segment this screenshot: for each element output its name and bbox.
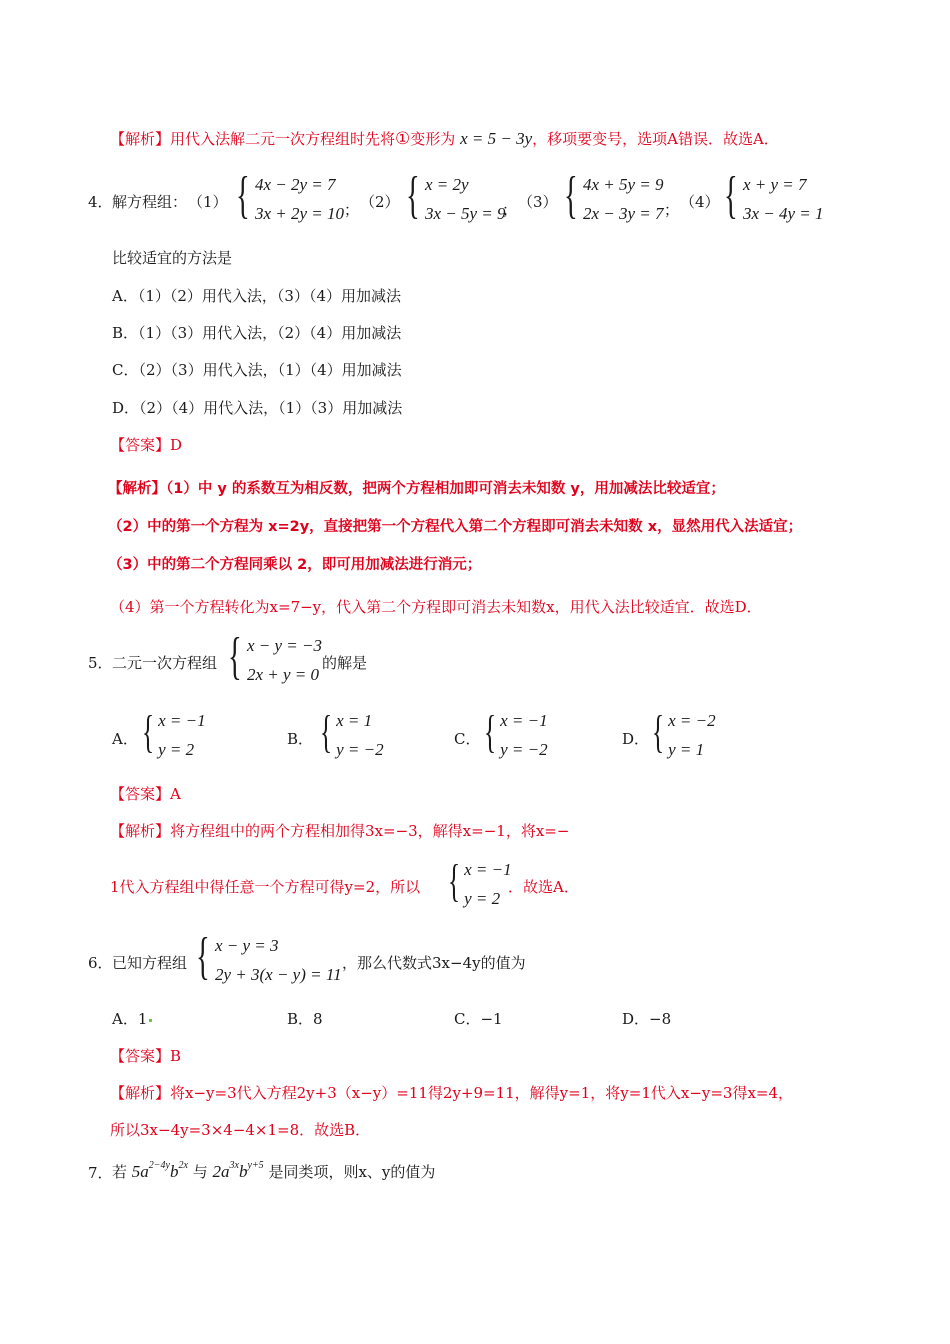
q5-stem2: 的解是 [322,654,368,672]
brace: { [320,706,333,757]
q5-option-b: { x = 1 y = −2 [320,706,384,759]
q4-analysis-3: （3）中的第二个方程同乘以 2，即可用加减法进行消元； [108,557,482,573]
q4-sys-label-2: （2） [360,193,400,211]
q6-analysis-2: 所以3x−4y=3×4−4×1=8．故选B． [110,1121,371,1139]
q4-sys-label-1: （1） [188,193,228,211]
q4-system-3: { 4x + 5y = 9 2x − 3y = 7 [564,167,664,224]
q4-separator-1: ； [344,201,360,219]
q4-system-1: { 4x − 2y = 7 3x + 2y = 10 [236,167,345,224]
q5-option-d-label: D． [622,730,650,748]
q6-system: { x − y = 3 2y + 3(x − y) = 11 [196,928,342,985]
q5-analysis-2a: 1代入方程组中得任意一个方程可得y=2，所以 [110,878,421,896]
q4-separator-3: ； [664,201,680,219]
brace: { [724,167,738,224]
q4-answer: 【答案】D [110,436,183,454]
brace: { [142,706,155,757]
q6-stem1: 已知方程组 [112,954,188,972]
q7-term2: $2a^{3x}b^{y+5}$ [212,1160,264,1181]
q4-stem: 解方程组： [112,193,188,211]
q4-number: 4． [88,193,113,211]
q6-stem2: ，那么代数式3x−4y的值为 [342,954,526,972]
q5-option-a-label: A． [112,730,138,748]
q5-option-b-label: B． [287,730,314,748]
q4-option-a: A．（1）（2）用代入法，（3）（4）用加减法 [112,287,402,305]
q4-system-2: { x = 2y 3x − 5y = 9 [406,167,506,224]
q5-analysis-2b: ．故选A． [508,878,579,896]
q4-sys-label-4: （4） [680,193,720,211]
q5-stem1: 二元一次方程组 [112,654,218,672]
q4-option-c: C．（2）（3）用代入法，（1）（4）用加减法 [112,361,402,379]
q5-analysis-1: 【解析】将方程组中的两个方程相加得3x=−3，解得x=−1，将x=− [110,822,570,840]
q5-option-d: { x = −2 y = 1 [652,706,716,759]
q5-system: { x − y = −3 2x + y = 0 [228,628,322,685]
q3-analysis: 【解析】用代入法解二元一次方程组时先将①变形为 x = 5 − 3y，移项要变号，选项A错误．故选A． [110,129,779,149]
q6-option-d: D．−8 [622,1010,672,1028]
q6-option-c: C．−1 [454,1010,503,1028]
q4-separator-2: ； [502,201,518,219]
q4-analysis-1: 【解析】（1）中 y 的系数互为相反数，把两个方程相加即可消去未知数 y，用加减法比较适宜； [108,481,725,497]
q7-stem: 若 $5a^{2-4y}b^{2x}$ 与 $2a^{3x}b^{y+5}$ 是同类项，则x、y的值为 [112,1160,436,1181]
brace: { [564,167,578,224]
q6-option-b: B．8 [287,1010,323,1028]
green-dot [149,1019,152,1022]
q4-system-4: { x + y = 7 3x − 4y = 1 [724,167,824,224]
q4-sys-label-3: （3） [518,193,558,211]
brace: { [406,167,420,224]
brace: { [448,855,461,906]
q5-answer: 【答案】A [110,785,181,803]
q6-answer: 【答案】B [110,1047,182,1065]
q7-term1: $5a^{2-4y}b^{2x}$ [131,1160,188,1181]
q5-option-a: { x = −1 y = 2 [142,706,206,759]
q5-option-c: { x = −1 y = −2 [484,706,548,759]
q5-number: 5． [88,654,113,672]
q6-option-a: A．1 [112,1008,152,1029]
brace: { [652,706,665,757]
q4-stem2: 比较适宜的方法是 [112,249,233,267]
brace: { [196,928,210,985]
q4-option-d: D．（2）（4）用代入法，（1）（3）用加减法 [112,399,403,417]
brace: { [236,167,250,224]
q4-analysis-4: （4）第一个方程转化为x=7−y，代入第二个方程即可消去未知数x，用代入法比较适宜．故选D． [110,598,762,616]
q6-number: 6． [88,954,113,972]
q4-option-b: B．（1）（3）用代入法，（2）（4）用加减法 [112,324,402,342]
q5-option-c-label: C． [454,730,481,748]
q6-analysis-1: 【解析】将x−y=3代入方程2y+3（x−y）=11得2y+9=11，解得y=1，将y=1代入x−y=3得x=4， [110,1084,794,1102]
brace: { [228,628,242,685]
q5-analysis-system: { x = −1 y = 2 [448,855,512,908]
q7-number: 7． [88,1164,113,1182]
q4-analysis-2: （2）中的第一个方程为 x=2y，直接把第一个方程代入第二个方程即可消去未知数 x，显然用代入法适宜； [108,519,803,535]
brace: { [484,706,497,757]
